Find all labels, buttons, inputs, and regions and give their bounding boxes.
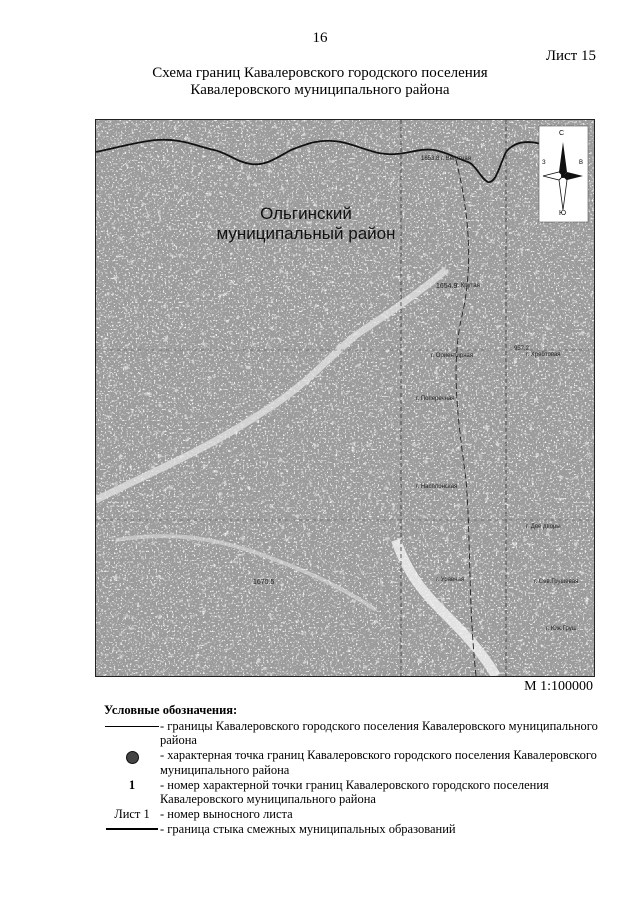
legend	[104, 703, 604, 837]
place-label: г. Вегетная	[441, 156, 471, 162]
place-label: г. Две дворы	[526, 524, 561, 530]
place-label: г. Юж.Груш	[546, 626, 577, 632]
elevation-label: 1653.8	[421, 156, 440, 162]
legend-text: - номер характерной точки границ Кавалеровского городского поселения Кавалеровского муниципального района	[160, 777, 549, 807]
place-label: г. Ориентирная	[431, 353, 474, 359]
neighbor-region-label	[196, 204, 416, 244]
title-line-2: Кавалеровского муниципального района	[190, 82, 450, 98]
map-scale: М 1:100000	[524, 679, 593, 694]
region-label-line-2: муниципальный район	[216, 224, 396, 243]
legend-text: - граница стыка смежных муниципальных образований	[160, 821, 456, 836]
page-number: 16	[312, 30, 328, 46]
legend-item-junction	[104, 822, 604, 837]
place-label: г. Насплонская	[416, 484, 458, 490]
compass-north-label: С	[559, 130, 565, 137]
elevation-label: 1654.9	[436, 283, 458, 290]
compass-south-label: Ю	[559, 210, 567, 217]
legend-item-sheet	[104, 807, 604, 822]
place-label: г. Сев.Грушевая	[534, 579, 579, 585]
place-label: г. Поперечная	[416, 396, 455, 402]
title-line-1: Схема границ Кавалеровского городского поселения	[152, 65, 488, 81]
place-label: г. Крутая	[456, 283, 480, 289]
legend-text: - характерная точка границ Кавалеровского городского поселения Кавалеровского муниципального района	[160, 748, 597, 777]
legend-item-point-number	[104, 778, 604, 807]
compass-east-label: В	[579, 160, 584, 166]
legend-title: Условные обозначения:	[104, 703, 238, 717]
place-label: г. Хребтовая	[526, 352, 561, 358]
legend-symbol-number: 1	[128, 777, 136, 792]
legend-symbol-dot	[104, 748, 160, 763]
place-label: г. Уравная	[436, 577, 465, 583]
sheet-label: Лист 15	[545, 48, 596, 64]
elevation-label: 1670.5	[253, 579, 275, 586]
legend-symbol-sheet: Лист 1	[114, 807, 150, 822]
legend-item-point	[104, 748, 604, 777]
legend-symbol-thick-line	[104, 822, 160, 837]
elevation-label: 957.2	[514, 346, 530, 352]
legend-text: - границы Кавалеровского городского поселения Кавалеровского муниципального района	[160, 718, 598, 748]
topographic-map[interactable]	[95, 119, 595, 677]
page-title	[0, 65, 640, 99]
legend-text: - номер выносного листа	[160, 806, 293, 821]
legend-item-boundary	[104, 719, 604, 748]
compass-west-label: З	[542, 160, 546, 166]
region-label-line-1: Ольгинский	[260, 204, 352, 223]
legend-symbol-thin-line	[104, 719, 160, 734]
